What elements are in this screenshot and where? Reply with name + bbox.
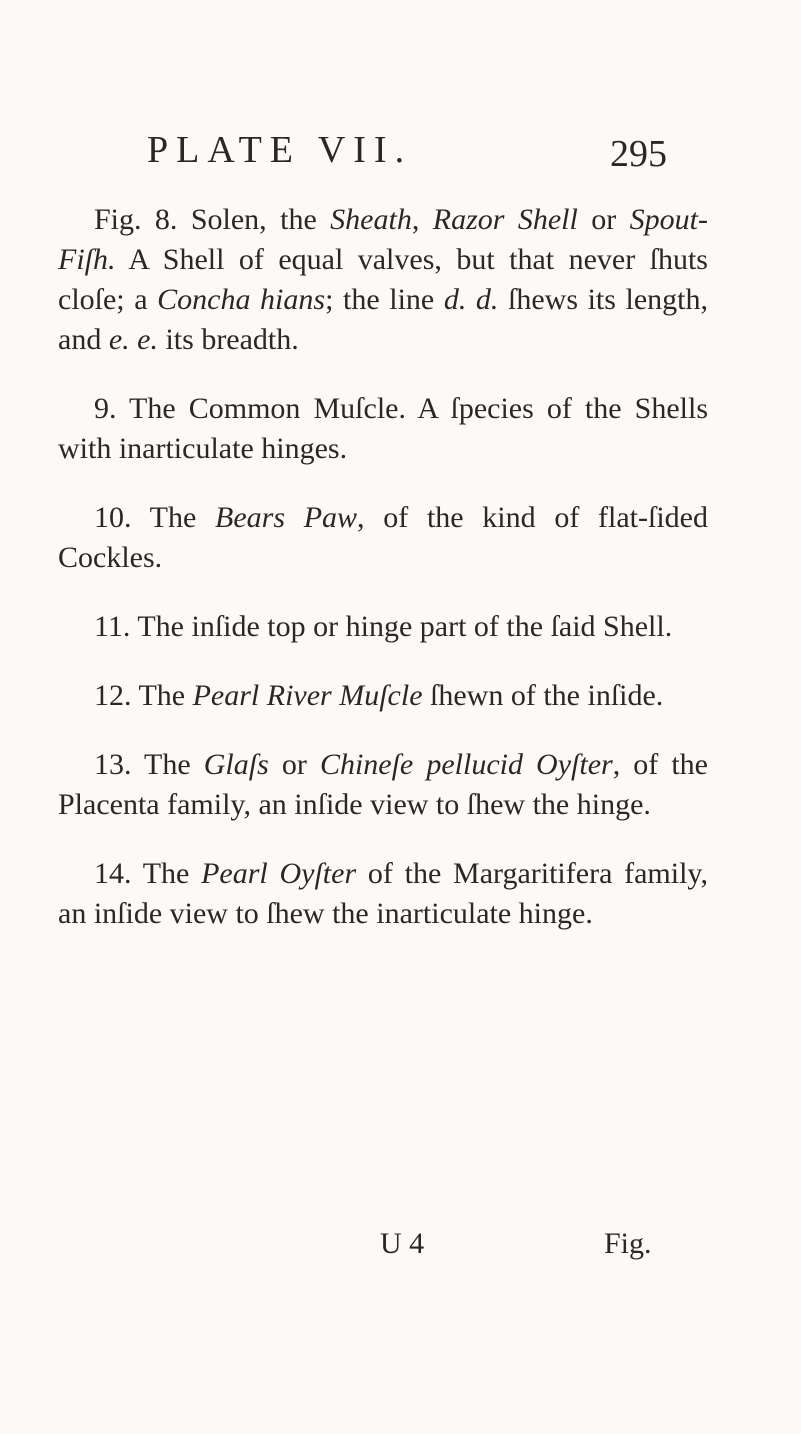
italic-term: Glaſs xyxy=(203,748,269,781)
italic-term: Pearl Oyſter xyxy=(201,857,357,890)
page-footer xyxy=(0,1224,801,1264)
signature-mark: U 4 xyxy=(380,1227,425,1260)
description-text: 10. The xyxy=(94,501,216,534)
figure-description xyxy=(58,200,708,360)
plate-title: PLATE VII. xyxy=(147,129,413,171)
italic-term: Pearl River Muſcle xyxy=(192,679,423,712)
description-text: or xyxy=(577,203,630,236)
description-text: 14. The xyxy=(94,857,202,890)
page-header xyxy=(147,120,667,180)
italic-term: Chineſe pellucid Oyſter xyxy=(319,748,613,781)
description-text: its breadth. xyxy=(157,323,299,356)
description-text: A Shell of equal valves, but that never ſhuts cloſe; a xyxy=(58,243,708,316)
italic-term: Bears Paw xyxy=(215,501,358,534)
italic-term: Sheath xyxy=(330,203,412,236)
figure-description xyxy=(58,854,708,934)
description-text: or xyxy=(268,748,320,781)
italic-term: Razor Shell xyxy=(432,203,578,236)
figure-description xyxy=(58,498,708,578)
description-text: , of the Placenta family, an inſide view to ſhew the hinge. xyxy=(58,748,708,821)
description-text: 12. The xyxy=(94,679,193,712)
italic-term: d. d. xyxy=(443,283,499,316)
description-text: , of the kind of flat-ſided Cockles. xyxy=(58,501,708,574)
figure-description xyxy=(58,607,708,647)
italic-term: Concha hians xyxy=(157,283,326,316)
italic-term: Spout-Fiſh. xyxy=(58,203,708,276)
description-text: ſhews its length, and xyxy=(58,283,709,356)
description-text: 9. The Common Muſcle. A ſpecies of the Shells with inarticulate hinges. xyxy=(58,392,708,465)
italic-term: e. e. xyxy=(108,323,158,356)
description-text: 13. The xyxy=(94,748,204,781)
figure-description xyxy=(58,389,708,469)
page-number: 295 xyxy=(610,133,667,175)
description-text: 11. The inſide top or hinge part of the ſaid Shell. xyxy=(94,610,673,643)
description-text: , xyxy=(411,203,433,236)
description-text: of the Margaritifera family, an inſide view to ſhew the inarticulate hinge. xyxy=(58,857,708,930)
description-text: Fig. 8. Solen, the xyxy=(94,203,331,236)
catchword: Fig. xyxy=(604,1227,652,1260)
plate-descriptions xyxy=(58,200,708,963)
figure-description xyxy=(58,745,708,825)
description-text: ; the line xyxy=(325,283,444,316)
figure-description xyxy=(58,676,708,716)
description-text: ſhewn of the inſide. xyxy=(422,679,664,712)
